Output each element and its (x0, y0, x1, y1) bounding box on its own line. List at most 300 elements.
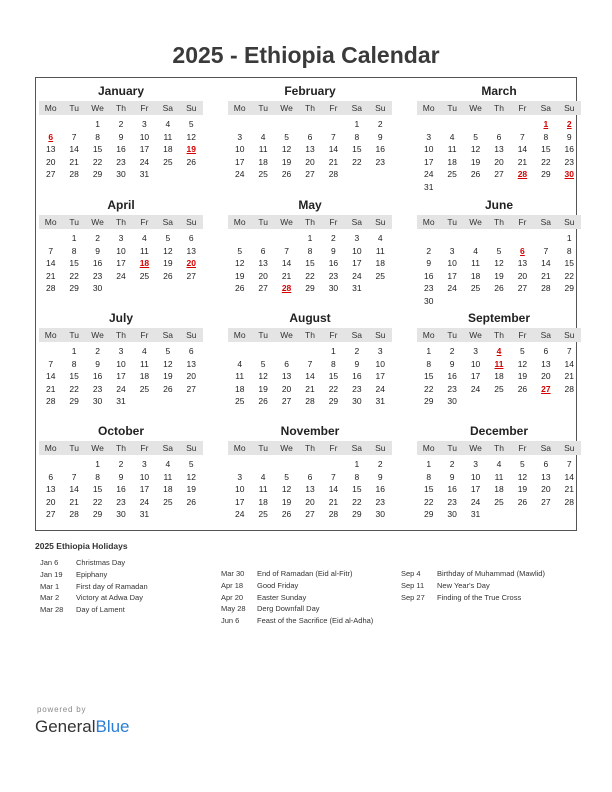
day-cell[interactable]: 18 (494, 484, 504, 494)
day-cell[interactable]: 15 (305, 258, 315, 268)
holiday-day-cell[interactable]: 11 (494, 358, 504, 369)
day-cell[interactable]: 26 (163, 270, 173, 281)
day-cell[interactable]: 24 (423, 169, 434, 179)
day-cell[interactable]: 1 (426, 459, 432, 469)
day-cell[interactable]: 21 (564, 484, 575, 494)
day-cell[interactable]: 4 (165, 459, 171, 469)
day-cell[interactable]: 11 (375, 245, 385, 256)
day-cell[interactable]: 8 (426, 358, 432, 369)
day-cell[interactable]: 2 (331, 233, 336, 243)
day-cell[interactable]: 14 (45, 258, 56, 268)
day-cell[interactable]: 21 (281, 270, 292, 281)
holiday-day-cell[interactable]: 27 (541, 383, 551, 394)
day-cell[interactable]: 18 (234, 383, 245, 394)
day-cell[interactable]: 28 (328, 509, 339, 519)
day-cell[interactable]: 2 (449, 459, 455, 469)
day-cell[interactable]: 27 (45, 169, 56, 179)
day-cell[interactable]: 8 (354, 131, 360, 142)
day-cell[interactable]: 12 (186, 131, 197, 142)
day-cell[interactable]: 4 (260, 471, 266, 482)
day-cell[interactable]: 26 (281, 169, 292, 179)
day-cell[interactable]: 1 (354, 459, 360, 469)
day-cell[interactable]: 27 (541, 496, 551, 507)
day-cell[interactable]: 4 (260, 131, 266, 142)
day-cell[interactable]: 31 (375, 396, 386, 406)
day-cell[interactable]: 15 (92, 144, 103, 154)
day-cell[interactable]: 26 (186, 156, 197, 167)
day-cell[interactable]: 7 (71, 471, 77, 482)
day-cell[interactable]: 15 (92, 484, 103, 494)
day-cell[interactable]: 17 (116, 258, 126, 268)
day-cell[interactable]: 25 (258, 509, 268, 519)
day-cell[interactable]: 21 (45, 270, 56, 281)
day-cell[interactable]: 20 (281, 383, 292, 394)
day-cell[interactable]: 30 (375, 509, 386, 519)
day-cell[interactable]: 6 (260, 245, 266, 256)
day-cell[interactable]: 22 (541, 156, 551, 167)
day-cell[interactable]: 6 (307, 471, 313, 482)
day-cell[interactable]: 15 (423, 371, 434, 381)
day-cell[interactable]: 21 (305, 383, 315, 394)
day-cell[interactable]: 19 (517, 371, 528, 381)
day-cell[interactable]: 7 (543, 245, 549, 256)
day-cell[interactable]: 19 (163, 371, 173, 381)
day-cell[interactable]: 7 (307, 358, 313, 369)
day-cell[interactable]: 30 (423, 295, 434, 306)
day-cell[interactable]: 10 (139, 131, 150, 142)
holiday-day-cell[interactable]: 6 (48, 131, 54, 142)
day-cell[interactable]: 28 (564, 383, 575, 394)
day-cell[interactable]: 27 (186, 270, 197, 281)
day-cell[interactable]: 23 (375, 156, 386, 167)
day-cell[interactable]: 7 (331, 471, 336, 482)
day-cell[interactable]: 27 (281, 396, 292, 406)
day-cell[interactable]: 24 (234, 169, 245, 179)
day-cell[interactable]: 29 (423, 396, 434, 406)
day-cell[interactable]: 3 (377, 346, 383, 356)
day-cell[interactable]: 25 (447, 169, 457, 179)
day-cell[interactable]: 29 (92, 509, 103, 519)
day-cell[interactable]: 19 (470, 156, 481, 167)
day-cell[interactable]: 1 (331, 346, 336, 356)
day-cell[interactable]: 2 (377, 459, 383, 469)
day-cell[interactable]: 30 (92, 396, 103, 406)
day-cell[interactable]: 25 (375, 270, 386, 281)
day-cell[interactable]: 1 (71, 346, 77, 356)
day-cell[interactable]: 5 (473, 131, 478, 142)
day-cell[interactable]: 4 (377, 233, 383, 243)
day-cell[interactable]: 12 (517, 358, 528, 369)
day-cell[interactable]: 6 (543, 459, 549, 469)
day-cell[interactable]: 6 (188, 233, 194, 243)
day-cell[interactable]: 24 (116, 383, 126, 394)
day-cell[interactable]: 17 (470, 484, 481, 494)
day-cell[interactable]: 27 (517, 283, 528, 293)
day-cell[interactable]: 15 (352, 484, 362, 494)
day-cell[interactable]: 3 (354, 233, 360, 243)
day-cell[interactable]: 6 (543, 346, 549, 356)
day-cell[interactable]: 31 (139, 169, 150, 179)
day-cell[interactable]: 15 (541, 144, 551, 154)
day-cell[interactable]: 9 (118, 131, 124, 142)
day-cell[interactable]: 22 (69, 270, 79, 281)
day-cell[interactable]: 13 (305, 144, 315, 154)
day-cell[interactable]: 5 (520, 346, 525, 356)
day-cell[interactable]: 14 (328, 484, 339, 494)
day-cell[interactable]: 24 (234, 509, 245, 519)
day-cell[interactable]: 1 (307, 233, 313, 243)
day-cell[interactable]: 16 (564, 144, 575, 154)
day-cell[interactable]: 20 (45, 156, 56, 167)
day-cell[interactable]: 15 (423, 484, 434, 494)
day-cell[interactable]: 10 (375, 358, 386, 369)
day-cell[interactable]: 28 (541, 283, 551, 293)
day-cell[interactable]: 22 (423, 383, 434, 394)
day-cell[interactable]: 23 (447, 383, 457, 394)
day-cell[interactable]: 22 (352, 156, 362, 167)
day-cell[interactable]: 25 (494, 496, 504, 507)
day-cell[interactable]: 14 (305, 371, 315, 381)
day-cell[interactable]: 20 (186, 371, 197, 381)
day-cell[interactable]: 9 (377, 471, 383, 482)
day-cell[interactable]: 28 (45, 283, 56, 293)
day-cell[interactable]: 25 (139, 270, 150, 281)
day-cell[interactable]: 27 (494, 169, 504, 179)
day-cell[interactable]: 13 (186, 245, 197, 256)
day-cell[interactable]: 16 (375, 484, 386, 494)
day-cell[interactable]: 1 (95, 459, 100, 469)
day-cell[interactable]: 13 (45, 484, 56, 494)
day-cell[interactable]: 8 (95, 131, 100, 142)
day-cell[interactable]: 29 (305, 283, 315, 293)
holiday-day-cell[interactable]: 28 (517, 169, 528, 179)
day-cell[interactable]: 12 (186, 471, 197, 482)
day-cell[interactable]: 28 (69, 509, 79, 519)
day-cell[interactable]: 25 (258, 169, 268, 179)
day-cell[interactable]: 30 (328, 283, 339, 293)
day-cell[interactable]: 5 (496, 245, 502, 256)
day-cell[interactable]: 9 (118, 471, 124, 482)
day-cell[interactable]: 12 (281, 484, 292, 494)
day-cell[interactable]: 16 (447, 371, 457, 381)
day-cell[interactable]: 9 (449, 358, 455, 369)
day-cell[interactable]: 18 (494, 371, 504, 381)
day-cell[interactable]: 29 (328, 396, 339, 406)
day-cell[interactable]: 15 (69, 371, 79, 381)
day-cell[interactable]: 19 (186, 484, 197, 494)
day-cell[interactable]: 11 (494, 471, 504, 482)
holiday-day-cell[interactable]: 20 (186, 258, 197, 268)
day-cell[interactable]: 20 (305, 496, 315, 507)
day-cell[interactable]: 23 (328, 270, 339, 281)
day-cell[interactable]: 17 (352, 258, 362, 268)
day-cell[interactable]: 3 (237, 131, 243, 142)
day-cell[interactable]: 26 (258, 396, 268, 406)
day-cell[interactable]: 3 (426, 131, 432, 142)
day-cell[interactable]: 26 (470, 169, 481, 179)
day-cell[interactable]: 19 (258, 383, 268, 394)
day-cell[interactable]: 8 (354, 471, 360, 482)
day-cell[interactable]: 28 (328, 169, 339, 179)
holiday-day-cell[interactable]: 30 (564, 169, 575, 179)
day-cell[interactable]: 27 (186, 383, 197, 394)
day-cell[interactable]: 13 (305, 484, 315, 494)
day-cell[interactable]: 1 (71, 233, 77, 243)
day-cell[interactable]: 31 (470, 509, 481, 519)
day-cell[interactable]: 5 (520, 459, 525, 469)
day-cell[interactable]: 26 (186, 496, 197, 507)
day-cell[interactable]: 10 (234, 484, 245, 494)
day-cell[interactable]: 29 (564, 283, 575, 293)
day-cell[interactable]: 28 (564, 496, 575, 507)
day-cell[interactable]: 1 (426, 346, 432, 356)
day-cell[interactable]: 23 (352, 383, 362, 394)
day-cell[interactable]: 10 (447, 258, 457, 268)
day-cell[interactable]: 17 (234, 156, 245, 167)
holiday-day-cell[interactable]: 19 (186, 144, 197, 154)
day-cell[interactable]: 12 (258, 371, 268, 381)
day-cell[interactable]: 29 (92, 169, 103, 179)
day-cell[interactable]: 21 (328, 496, 339, 507)
day-cell[interactable]: 25 (163, 156, 173, 167)
day-cell[interactable]: 20 (494, 156, 504, 167)
day-cell[interactable]: 11 (447, 144, 457, 154)
day-cell[interactable]: 16 (352, 371, 362, 381)
day-cell[interactable]: 31 (139, 509, 150, 519)
day-cell[interactable]: 22 (305, 270, 315, 281)
day-cell[interactable]: 23 (564, 156, 575, 167)
day-cell[interactable]: 16 (447, 484, 457, 494)
day-cell[interactable]: 13 (281, 371, 292, 381)
day-cell[interactable]: 10 (423, 144, 434, 154)
day-cell[interactable]: 4 (449, 131, 455, 142)
day-cell[interactable]: 10 (352, 245, 362, 256)
day-cell[interactable]: 27 (258, 283, 268, 293)
day-cell[interactable]: 9 (377, 131, 383, 142)
day-cell[interactable]: 9 (354, 358, 360, 369)
day-cell[interactable]: 19 (494, 270, 504, 281)
day-cell[interactable]: 24 (139, 496, 150, 507)
day-cell[interactable]: 4 (496, 459, 502, 469)
day-cell[interactable]: 12 (470, 144, 481, 154)
day-cell[interactable]: 4 (142, 233, 147, 243)
day-cell[interactable]: 14 (517, 144, 528, 154)
day-cell[interactable]: 10 (116, 358, 126, 369)
day-cell[interactable]: 17 (423, 156, 434, 167)
day-cell[interactable]: 28 (305, 396, 315, 406)
day-cell[interactable]: 9 (331, 245, 336, 256)
day-cell[interactable]: 5 (260, 358, 266, 369)
day-cell[interactable]: 17 (375, 371, 386, 381)
day-cell[interactable]: 17 (116, 371, 126, 381)
day-cell[interactable]: 9 (95, 245, 100, 256)
day-cell[interactable]: 19 (234, 270, 245, 281)
day-cell[interactable]: 22 (69, 383, 79, 394)
day-cell[interactable]: 4 (473, 245, 478, 256)
day-cell[interactable]: 18 (139, 371, 150, 381)
day-cell[interactable]: 7 (566, 346, 572, 356)
day-cell[interactable]: 16 (116, 144, 126, 154)
day-cell[interactable]: 11 (140, 245, 149, 256)
day-cell[interactable]: 19 (281, 156, 292, 167)
day-cell[interactable]: 23 (116, 496, 126, 507)
day-cell[interactable]: 30 (116, 509, 126, 519)
day-cell[interactable]: 14 (69, 484, 79, 494)
day-cell[interactable]: 26 (517, 496, 528, 507)
day-cell[interactable]: 19 (163, 258, 173, 268)
generalblue-logo[interactable] (35, 717, 130, 737)
day-cell[interactable]: 13 (186, 358, 197, 369)
day-cell[interactable]: 24 (116, 270, 126, 281)
day-cell[interactable]: 24 (470, 383, 481, 394)
day-cell[interactable]: 12 (494, 258, 504, 268)
day-cell[interactable]: 23 (423, 283, 434, 293)
day-cell[interactable]: 23 (92, 270, 103, 281)
day-cell[interactable]: 5 (165, 233, 171, 243)
day-cell[interactable]: 30 (116, 169, 126, 179)
day-cell[interactable]: 17 (470, 371, 481, 381)
day-cell[interactable]: 5 (165, 346, 171, 356)
day-cell[interactable]: 3 (142, 119, 147, 129)
day-cell[interactable]: 10 (234, 144, 245, 154)
day-cell[interactable]: 6 (188, 346, 194, 356)
day-cell[interactable]: 13 (541, 471, 551, 482)
day-cell[interactable]: 4 (165, 119, 171, 129)
holiday-day-cell[interactable]: 2 (566, 119, 572, 129)
day-cell[interactable]: 11 (163, 131, 173, 142)
day-cell[interactable]: 16 (92, 258, 103, 268)
day-cell[interactable]: 14 (281, 258, 292, 268)
day-cell[interactable]: 20 (258, 270, 268, 281)
day-cell[interactable]: 18 (258, 496, 268, 507)
day-cell[interactable]: 24 (352, 270, 362, 281)
day-cell[interactable]: 9 (449, 471, 455, 482)
day-cell[interactable]: 21 (69, 156, 79, 167)
holiday-day-cell[interactable]: 28 (281, 283, 292, 293)
day-cell[interactable]: 6 (284, 358, 289, 369)
day-cell[interactable]: 22 (92, 156, 103, 167)
day-cell[interactable]: 8 (566, 245, 572, 256)
day-cell[interactable]: 26 (517, 383, 528, 394)
day-cell[interactable]: 26 (281, 509, 292, 519)
day-cell[interactable]: 18 (375, 258, 386, 268)
day-cell[interactable]: 22 (423, 496, 434, 507)
day-cell[interactable]: 18 (163, 144, 173, 154)
day-cell[interactable]: 4 (142, 346, 147, 356)
holiday-day-cell[interactable]: 4 (496, 346, 502, 356)
day-cell[interactable]: 1 (566, 233, 572, 243)
day-cell[interactable]: 20 (541, 371, 551, 381)
day-cell[interactable]: 25 (494, 383, 504, 394)
day-cell[interactable]: 27 (45, 509, 56, 519)
day-cell[interactable]: 11 (258, 144, 268, 154)
day-cell[interactable]: 15 (328, 371, 339, 381)
day-cell[interactable]: 11 (471, 258, 480, 268)
day-cell[interactable]: 13 (517, 258, 528, 268)
day-cell[interactable]: 14 (69, 144, 79, 154)
day-cell[interactable]: 9 (426, 258, 432, 268)
day-cell[interactable]: 24 (375, 383, 386, 394)
day-cell[interactable]: 2 (354, 346, 360, 356)
day-cell[interactable]: 9 (95, 358, 100, 369)
day-cell[interactable]: 26 (234, 283, 245, 293)
holiday-day-cell[interactable]: 1 (543, 119, 549, 129)
day-cell[interactable]: 10 (470, 358, 481, 369)
day-cell[interactable]: 18 (258, 156, 268, 167)
day-cell[interactable]: 7 (48, 245, 54, 256)
day-cell[interactable]: 13 (45, 144, 56, 154)
day-cell[interactable]: 14 (564, 358, 575, 369)
day-cell[interactable]: 21 (45, 383, 56, 394)
holiday-day-cell[interactable]: 6 (520, 245, 525, 256)
day-cell[interactable]: 25 (470, 283, 481, 293)
day-cell[interactable]: 18 (447, 156, 457, 167)
day-cell[interactable]: 3 (449, 245, 455, 256)
day-cell[interactable]: 8 (71, 358, 77, 369)
day-cell[interactable]: 11 (163, 471, 173, 482)
day-cell[interactable]: 16 (92, 371, 103, 381)
day-cell[interactable]: 17 (234, 496, 245, 507)
day-cell[interactable]: 21 (564, 371, 575, 381)
day-cell[interactable]: 27 (305, 509, 315, 519)
day-cell[interactable]: 5 (188, 459, 194, 469)
day-cell[interactable]: 25 (139, 383, 150, 394)
day-cell[interactable]: 5 (237, 245, 243, 256)
day-cell[interactable]: 3 (237, 471, 243, 482)
day-cell[interactable]: 14 (328, 144, 339, 154)
day-cell[interactable]: 2 (426, 245, 432, 256)
day-cell[interactable]: 17 (139, 484, 150, 494)
day-cell[interactable]: 14 (45, 371, 56, 381)
day-cell[interactable]: 25 (234, 396, 245, 406)
day-cell[interactable]: 20 (305, 156, 315, 167)
day-cell[interactable]: 20 (517, 270, 528, 281)
day-cell[interactable]: 10 (116, 245, 126, 256)
day-cell[interactable]: 7 (71, 131, 77, 142)
day-cell[interactable]: 23 (447, 496, 457, 507)
day-cell[interactable]: 7 (48, 358, 54, 369)
day-cell[interactable]: 15 (564, 258, 575, 268)
day-cell[interactable]: 5 (188, 119, 194, 129)
day-cell[interactable]: 13 (494, 144, 504, 154)
day-cell[interactable]: 11 (140, 358, 149, 369)
day-cell[interactable]: 15 (352, 144, 362, 154)
day-cell[interactable]: 21 (517, 156, 528, 167)
day-cell[interactable]: 24 (447, 283, 457, 293)
day-cell[interactable]: 2 (95, 346, 100, 356)
day-cell[interactable]: 2 (95, 233, 100, 243)
day-cell[interactable]: 22 (92, 496, 103, 507)
day-cell[interactable]: 30 (92, 283, 103, 293)
day-cell[interactable]: 17 (447, 270, 457, 281)
holiday-day-cell[interactable]: 18 (139, 258, 150, 268)
day-cell[interactable]: 8 (71, 245, 77, 256)
day-cell[interactable]: 8 (543, 131, 549, 142)
day-cell[interactable]: 30 (352, 396, 362, 406)
day-cell[interactable]: 29 (541, 169, 551, 179)
day-cell[interactable]: 8 (331, 358, 336, 369)
day-cell[interactable]: 20 (45, 496, 56, 507)
day-cell[interactable]: 7 (566, 459, 572, 469)
day-cell[interactable]: 22 (564, 270, 575, 281)
day-cell[interactable]: 17 (139, 144, 150, 154)
day-cell[interactable]: 21 (69, 496, 79, 507)
day-cell[interactable]: 31 (423, 181, 434, 192)
day-cell[interactable]: 16 (116, 484, 126, 494)
day-cell[interactable]: 11 (258, 484, 268, 494)
day-cell[interactable]: 4 (237, 358, 243, 369)
day-cell[interactable]: 23 (116, 156, 126, 167)
